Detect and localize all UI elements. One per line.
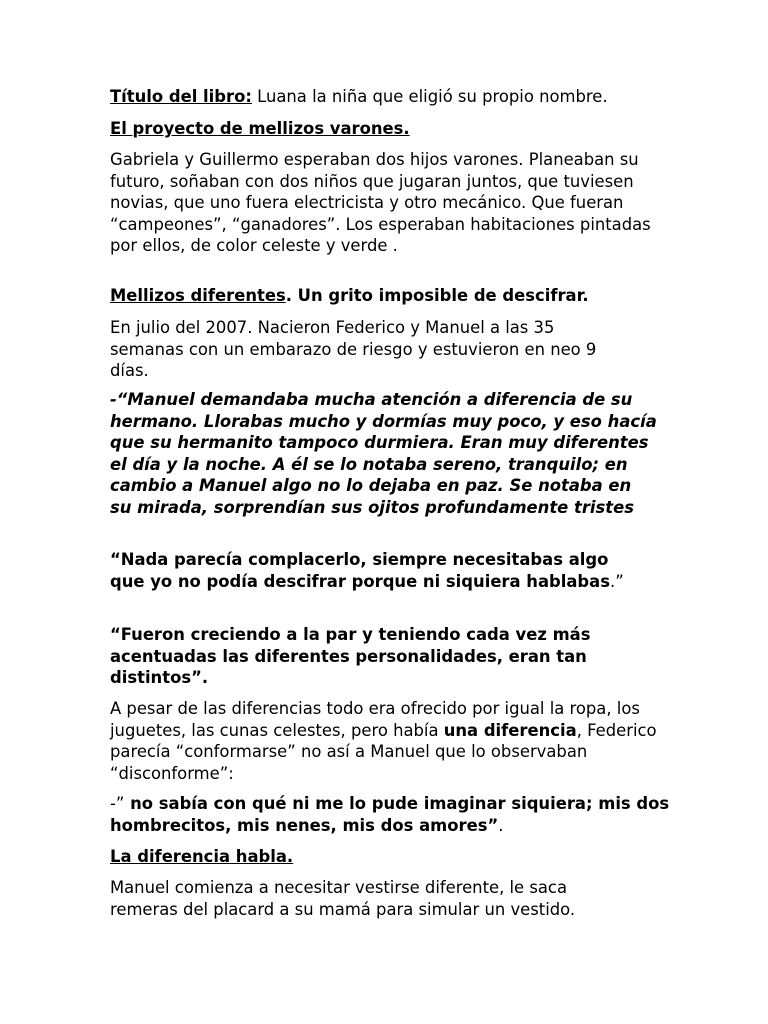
paragraph-birth: En julio del 2007. Nacieron Federico y Manuel a las 35 semanas con un embarazo de riesgo y estuvieron en neo 9 días. xyxy=(110,318,597,380)
paragraph-parents-expectations: Gabriela y Guillermo esperaban dos hijos varones. Planeaban su futuro, soñaban con dos niños que jugaran juntos, que tuviesen novias, que uno fuera electricista y otro mecánico. Que fueran “campeones”, “ganadores”. Los esperaban habitaciones pintadas por ellos, de color celeste y verde . xyxy=(110,150,651,255)
quote-my-two-loves xyxy=(110,793,670,836)
book-title-label: Título del libro: xyxy=(110,87,252,106)
heading-rest-text: . Un grito imposible de descifrar. xyxy=(285,286,589,305)
quote-tail: .” xyxy=(609,571,624,591)
paragraph-text-after: , Federico parecía “conformarse” no así a Manuel que lo observaban “disconforme”: xyxy=(110,720,657,783)
heading-text: El proyecto de mellizos varones. xyxy=(110,119,410,138)
paragraph-manuel-dresses: Manuel comienza a necesitar vestirse diferente, le saca remeras del placard a su mamá para simular un vestido. xyxy=(110,878,576,919)
paragraph-text-before: A pesar de las diferencias todo era ofrecido por igual la ropa, los juguetes, las cunas celestes, pero había xyxy=(110,699,640,740)
section-heading-difference-speaks xyxy=(110,846,670,868)
quote-bold-text: “Nada parecía complacerlo, siempre necesitabas algo que yo no podía descifrar porque ni siquiera hablabas xyxy=(110,550,610,591)
quote-manuel-attention: -“Manuel demandaba mucha atención a diferencia de su hermano. Llorabas mucho y dormías muy poco, y eso hacía que su hermanito tampoco durmiera. Eran muy diferentes el día y la noche. A él se lo notaba sereno, tranquilo; en cambio a Manuel algo no lo dejaba en paz. Se notaba en su mirada, sorprendían sus ojitos profundamente tristes xyxy=(110,390,657,517)
quote-growing-up: “Fueron creciendo a la par y teniendo cada vez más acentuadas las diferentes personalidades, eran tan distintos”. xyxy=(110,625,591,687)
quote-tail: . xyxy=(498,815,504,835)
quote-nothing-pleased xyxy=(110,549,630,592)
quote-bold-text: no sabía con qué ni me lo pude imaginar siquiera; mis dos hombrecitos, mis nenes, mis dos amores” xyxy=(110,794,670,835)
heading-underlined-text: Mellizos diferentes xyxy=(110,286,286,305)
section-heading-twins-project xyxy=(110,118,670,140)
section-heading-different-twins xyxy=(110,285,670,307)
heading-text: La diferencia habla. xyxy=(110,847,294,866)
paragraph-bold-text: una diferencia xyxy=(443,720,577,740)
quote-lead: -” xyxy=(110,794,125,813)
book-title-line xyxy=(110,86,670,108)
book-title-text: Luana la niña que eligió su propio nombre. xyxy=(251,87,608,106)
paragraph-differences xyxy=(110,698,665,784)
